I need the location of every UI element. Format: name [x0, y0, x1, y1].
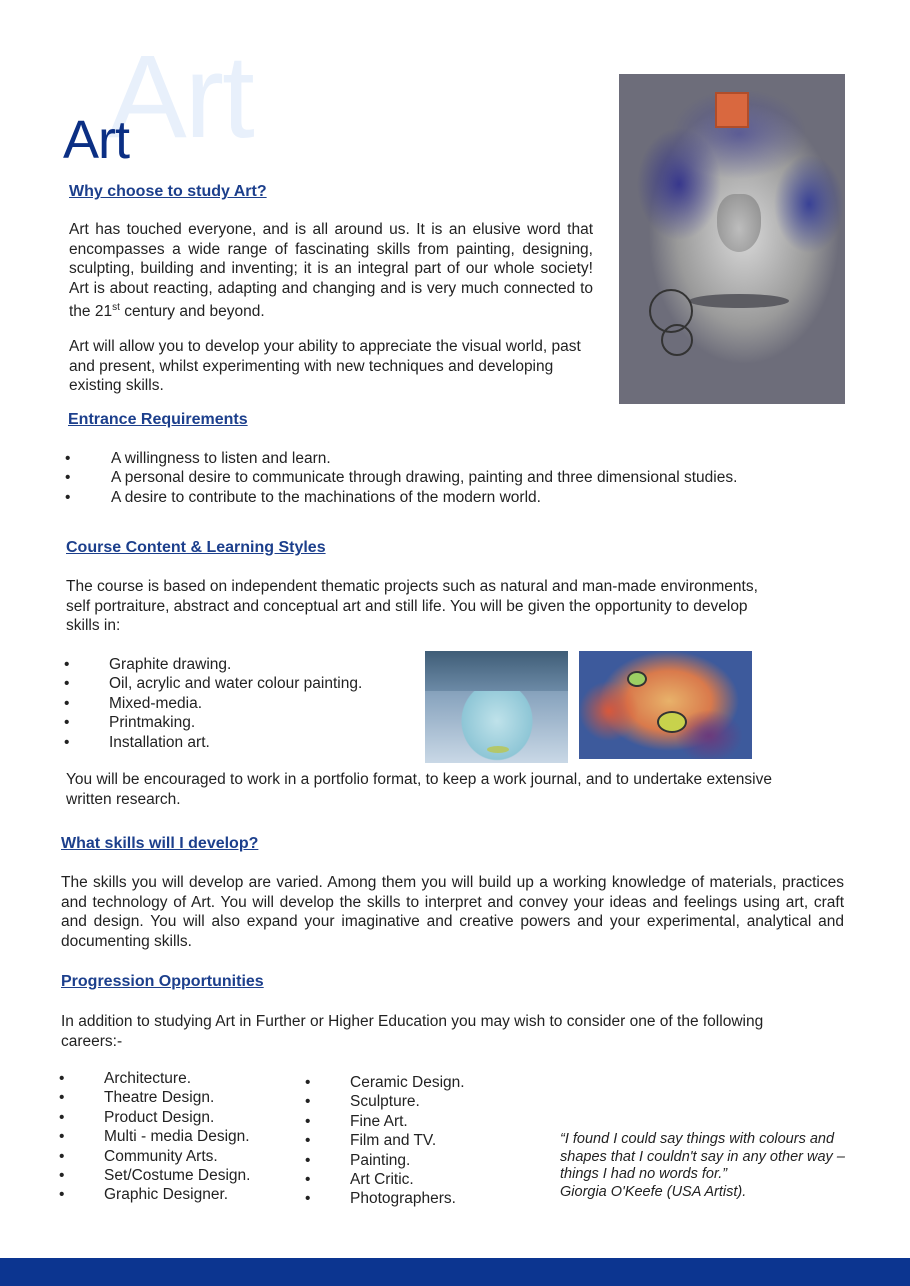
girl-lips-detail: [487, 746, 509, 753]
list-item: • Set/Costume Design.: [59, 1166, 299, 1185]
footer-bar: [0, 1258, 910, 1286]
list-item: • Graphite drawing.: [64, 655, 414, 674]
portrait-mouth-detail: [689, 294, 789, 308]
progression-intro: In addition to studying Art in Further or Higher Education you may wish to consider one of the following careers:-: [61, 1013, 764, 1050]
portrait-nose-detail: [717, 194, 761, 252]
list-item: • Installation art.: [64, 733, 414, 752]
why-paragraph-1: [69, 220, 593, 322]
why-superscript: st: [112, 302, 120, 313]
list-item: • Community Arts.: [59, 1147, 299, 1166]
skills-list: [64, 655, 414, 752]
list-item: • Ceramic Design.: [305, 1073, 525, 1092]
list-item: • Multi - media Design.: [59, 1127, 299, 1146]
careers-list-left: [59, 1069, 299, 1205]
list-item: • A personal desire to communicate through drawing, painting and three dimensional studies.: [65, 468, 825, 487]
list-item: • Film and TV.: [305, 1131, 525, 1150]
list-item: • Printmaking.: [64, 713, 414, 732]
list-item: • Architecture.: [59, 1069, 299, 1088]
course-heading: Course Content & Learning Styles: [66, 539, 326, 556]
list-item: • Fine Art.: [305, 1112, 525, 1131]
list-item: • Product Design.: [59, 1108, 299, 1127]
list-item: • Photographers.: [305, 1189, 525, 1208]
list-item: • A desire to contribute to the machinations of the modern world.: [65, 488, 825, 507]
why-paragraph-1-text: Art has touched everyone, and is all around us. It is an elusive word that encompasses a wide range of fascinating skills from painting, designing, sculpting, building and inventing; it is an integral part of our whole society! Art is about reacting, adapting and changing and is very much connected to the 21: [69, 221, 593, 321]
painting-eye-detail: [657, 711, 687, 733]
list-item: • Mixed-media.: [64, 694, 414, 713]
skills-paragraph: The skills you will develop are varied. Among them you will build up a working knowledge of materials, practices and technology of Art. You will develop the skills to interpret and convey your ideas and feelings using art, craft and design. You will also expand your imaginative and creative powers and your experimental, analytical and documenting skills.: [61, 874, 844, 950]
page-title: Art: [63, 110, 130, 170]
list-item: • A willingness to listen and learn.: [65, 449, 825, 468]
why-heading: Why choose to study Art?: [69, 183, 267, 200]
course-intro: The course is based on independent thematic projects such as natural and man-made environments, self portraiture, abstract and conceptual art and still life. You will be given the opportunity to develop skills in:: [66, 578, 758, 634]
list-item: • Art Critic.: [305, 1170, 525, 1189]
list-item: • Sculpture.: [305, 1092, 525, 1111]
quote-author: Giorgia O'Keefe (USA Artist).: [560, 1183, 747, 1200]
portrait-stamp-detail: [715, 92, 749, 128]
list-item: • Theatre Design.: [59, 1088, 299, 1107]
list-item: • Graphic Designer.: [59, 1185, 299, 1204]
girl-watercolour-image: [425, 651, 568, 763]
skills-heading: What skills will I develop?: [61, 835, 259, 852]
artist-quote: [560, 1131, 850, 1201]
why-paragraph-2: Art will allow you to develop your ability to appreciate the visual world, past and present, whilst experimenting with new techniques and developing existing skills.: [69, 338, 581, 394]
course-outro: You will be encouraged to work in a portfolio format, to keep a work journal, and to undertake extensive written research.: [66, 771, 772, 808]
girl-hair-detail: [425, 651, 568, 691]
entrance-heading: Entrance Requirements: [68, 411, 248, 428]
portrait-circle-detail: [661, 324, 693, 356]
list-item: • Painting.: [305, 1151, 525, 1170]
careers-list-right: [305, 1073, 525, 1209]
painting-eye-detail: [627, 671, 647, 687]
list-item: • Oil, acrylic and water colour painting.: [64, 674, 414, 693]
abstract-eye-painting-image: [579, 651, 752, 759]
entrance-list: [65, 449, 825, 507]
progression-heading: Progression Opportunities: [61, 973, 264, 990]
portrait-painting-image: [619, 74, 845, 404]
ghost-title: Art: [108, 31, 253, 163]
why-paragraph-1-tail: century and beyond.: [119, 303, 265, 321]
quote-text: “I found I could say things with colours and shapes that I couldn't say in any other way – things I had no words for.”: [560, 1131, 845, 1182]
